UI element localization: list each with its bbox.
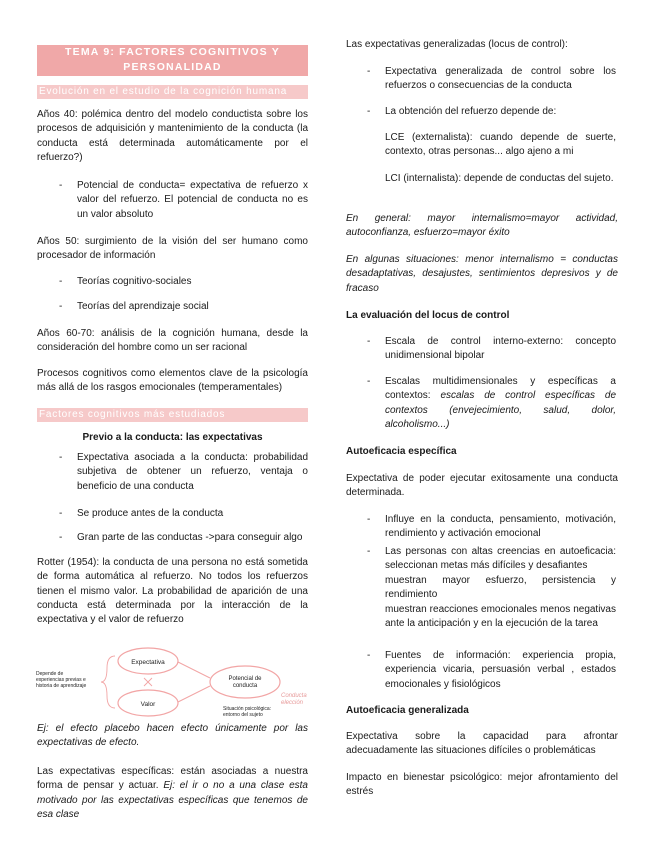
subheading-expectativas: Previo a la conducta: las expectativas <box>82 432 263 443</box>
heading-evaluacion-locus: La evaluación del locus de control <box>346 310 510 321</box>
arrow-valor <box>178 686 210 702</box>
paragraph-expectativas-generalizadas: Las expectativas generalizadas (locus de control): <box>346 39 568 50</box>
list-item-text: Fuentes de información: experiencia propia, experiencia vicaria, persuasión verbal , estados emocionales y fisiológicos <box>385 650 616 690</box>
list-item-escala-control: - Escala de control interno-externo: concepto unidimensional bipolar <box>367 336 616 362</box>
paragraph-bienestar: Impacto en bienestar psicológico: mejor afrontamiento del estrés <box>346 772 618 798</box>
list-item-fuentes-informacion: - Fuentes de información: experiencia propia, experiencia vicaria, persuasión verbal , estados emocionales y fisiológicos <box>367 650 616 690</box>
potencial-label-1: Potencial de <box>228 676 262 682</box>
list-item-expectativa-asociada: - Expectativa asociada a la conducta: probabilidad subjetiva de obtener un refuerzo, ventaja o beneficio de una conducta <box>59 452 308 492</box>
curly-brace <box>101 656 115 708</box>
list-item-cont-esfuerzo: muestran mayor esfuerzo, persistencia y rendimiento <box>385 575 616 601</box>
paragraph-anos-50: Años 50: surgimiento de la visión del ser humano como procesador de información <box>37 236 308 262</box>
paragraph-lci: LCI (internalista): depende de conductas del sujeto. <box>385 173 614 184</box>
list-item-antes-conducta: - Se produce antes de la conducta <box>59 508 224 519</box>
list-item-escalas-multidimensionales: - Escalas multidimensionales y específicas a contextos: escalas de control específicas de contextos (envejecimiento, salud, dolor, alcoholismo...) <box>367 376 617 430</box>
list-item-text: Las personas con altas creencias en autoeficacia: seleccionan metas más difíciles y desafiantes <box>385 546 616 572</box>
list-item-cont-reacciones: muestran reacciones emocionales menos negativas ante la anticipación y en la ejecución de la tarea <box>385 604 616 630</box>
list-item-text: Expectativa asociada a la conducta: probabilidad subjetiva de obtener un refuerzo, ventaja o beneficio de una conducta <box>77 452 308 492</box>
list-item-influye: - Influye en la conducta, pensamiento, motivación, rendimiento y activación emocional <box>367 514 616 540</box>
list-item-text: Teorías del aprendizaje social <box>77 301 209 312</box>
rotter-diagram <box>35 640 310 722</box>
title-line-2: PERSONALIDAD <box>123 61 222 73</box>
paragraph-expectativas-especificas <box>37 765 308 822</box>
list-item-aprendizaje-social: - Teorías del aprendizaje social <box>59 301 209 312</box>
list-item-potencial: - Potencial de conducta= expectativa de refuerzo x valor del refuerzo. El potencial de conducta no es un valor absoluto <box>59 180 308 220</box>
handwritten-note-2: elección <box>281 700 304 706</box>
paragraph-anos-40: Años 40: polémica dentro del modelo conductista sobre los procesos de adquisición y mantenimiento de la conducta (la conducta está determinada automáticamente por el refuerzo?) <box>37 109 308 163</box>
situacion-label-2: entorno del sujeto <box>223 712 263 718</box>
list-item-text-italic: escalas de control específicas de contextos (envejecimiento, salud, dolor, alcoholismo...) <box>385 390 617 430</box>
paragraph-lce: LCE (externalista): cuando depende de suerte, contexto, otras personas... algo ajeno a mi <box>385 132 616 158</box>
paragraph-rotter: Rotter (1954): la conducta de una persona no está sometida de forma automática al refuerzo. No todos los refuerzos tienen el mismo valor. La probabilidad de aparición de una conducta está determinada por la interacción de la expectativa y el valor de refuerzo <box>37 557 308 626</box>
paragraph-placebo: Ej: el efecto placebo hacen efecto únicamente por las expectativas de efecto. <box>37 723 308 749</box>
paragraph-procesos-cognitivos: Procesos cognitivos como elementos clave de la psicología más allá de los rasgos emocionales (temperamentales) <box>37 368 308 394</box>
situacion-label-1: Situación psicológica: <box>223 706 272 712</box>
paragraph-algunas-situaciones: En algunas situaciones: menor internalismo = conductas desadaptativas, desajustes, sentimientos depresivos y de fracaso <box>346 254 618 294</box>
expectativa-label: Expectativa <box>131 659 165 666</box>
depende-label-3: historia de aprendizaje <box>36 683 87 689</box>
handwritten-note-1: Conducta <box>281 693 307 699</box>
text-example: Ej: el ir o no a una clase esta motivado por las expectativas específicas que tenemos de esa clase <box>37 780 308 820</box>
potencial-ellipse <box>210 666 280 698</box>
page-title <box>37 45 308 76</box>
section-band-evolucion: Evolución en el estudio de la cognición humana <box>37 85 308 99</box>
list-item-text: Potencial de conducta= expectativa de refuerzo x valor del refuerzo. El potencial de conducta no es un valor absoluto <box>77 180 308 220</box>
list-item-text: Escala de control interno-externo: concepto unidimensional bipolar <box>385 336 616 362</box>
list-item-expectativa-generalizada: - Expectativa generalizada de control sobre los refuerzos o consecuencias de la conducta <box>367 66 616 92</box>
list-item-text: Influye en la conducta, pensamiento, motivación, rendimiento y activación emocional <box>385 514 616 540</box>
potencial-label-2: conducta <box>232 683 258 689</box>
list-item-gran-parte: - Gran parte de las conductas ->para conseguir algo <box>59 532 303 543</box>
paragraph-expectativa-ejecutar: Expectativa de poder ejecutar exitosamente una conducta determinada. <box>346 473 618 499</box>
text-normal: Las expectativas específicas: están asociadas a nuestra forma de pensar y actuar. <box>37 766 308 792</box>
section-band-factores: Factores cognitivos más estudiados <box>37 408 308 422</box>
list-item-text: Se produce antes de la conducta <box>77 508 224 519</box>
paragraph-capacidad-afrontar: Expectativa sobre la capacidad para afrontar adecuadamente las situaciones difíciles o problemáticas <box>346 731 618 757</box>
depende-label-1: Depende de <box>36 671 64 677</box>
arrow-expectativa <box>178 662 210 678</box>
list-item-text: La obtención del refuerzo depende de: <box>385 106 557 117</box>
depende-label-2: experiencias previas e <box>36 677 86 683</box>
paragraph-anos-60-70: Años 60-70: análisis de la cognición humana, desde la consideración del hombre como un ser racional <box>37 328 308 354</box>
list-item-text: Teorías cognitivo-sociales <box>77 276 192 287</box>
title-line-1: TEMA 9: FACTORES COGNITIVOS Y <box>65 46 280 58</box>
heading-autoeficacia-generalizada: Autoeficacia generalizada <box>346 705 469 716</box>
heading-autoeficacia-especifica: Autoeficacia específica <box>346 446 457 457</box>
list-item-text: Gran parte de las conductas ->para conseguir algo <box>77 532 303 543</box>
paragraph-en-general: En general: mayor internalismo=mayor actividad, autoconfianza, esfuerzo=mayor éxito <box>346 213 618 239</box>
list-item-altas-creencias: - Las personas con altas creencias en autoeficacia: seleccionan metas más difíciles y desafiantes <box>367 546 616 572</box>
list-item-cognitivo-sociales: - Teorías cognitivo-sociales <box>59 276 192 287</box>
list-item-text: Escalas multidimensionales y específicas a contextos: <box>385 376 616 402</box>
valor-label: Valor <box>140 701 156 708</box>
list-item-text: Expectativa generalizada de control sobre los refuerzos o consecuencias de la conducta <box>385 66 616 92</box>
list-item-obtencion-refuerzo: - La obtención del refuerzo depende de: <box>367 106 557 117</box>
multiply-mark <box>144 678 152 686</box>
